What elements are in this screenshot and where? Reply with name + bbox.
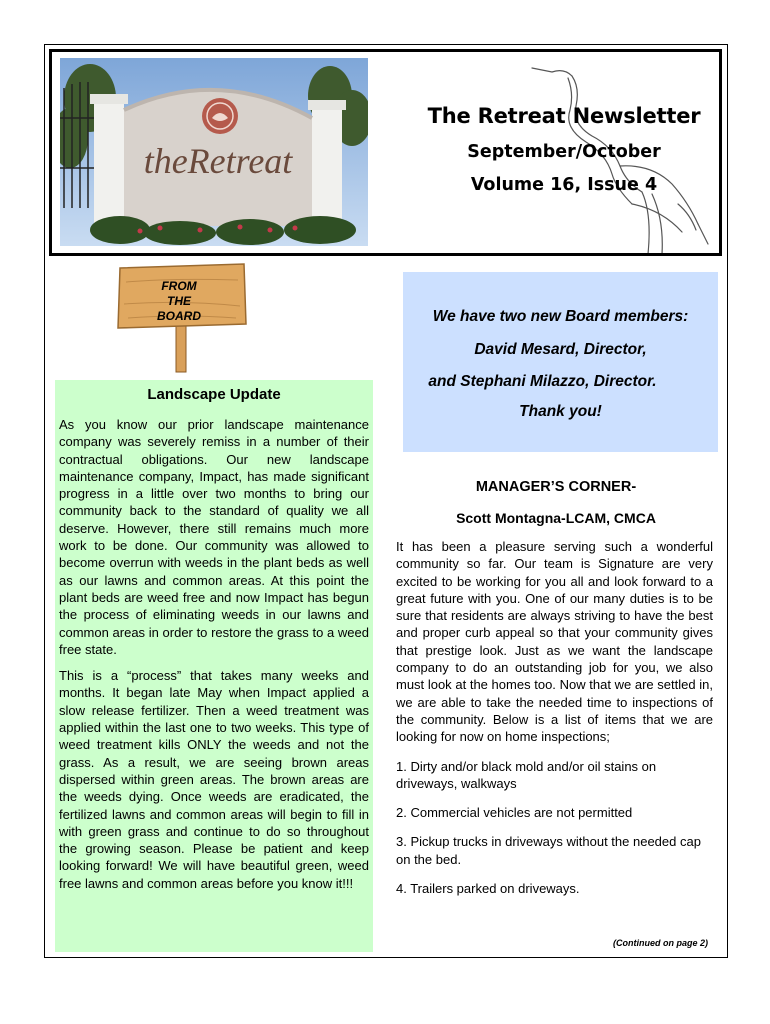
sign-line-1: FROM — [161, 279, 197, 293]
masthead — [49, 49, 722, 256]
svg-text:theRetreat: theRetreat — [143, 141, 293, 181]
manager-name: Scott Montagna-LCAM, CMCA — [456, 510, 656, 526]
inspection-item: 3. Pickup trucks in driveways without the needed cap on the bed. — [396, 834, 701, 867]
board-line-4: Thank you! — [519, 403, 602, 420]
managers-corner-title: MANAGER’S CORNER- — [475, 479, 637, 495]
continued-note: (Continued on page 2) — [613, 938, 708, 948]
from-the-board-sign — [118, 279, 240, 324]
managers-corner-body — [396, 538, 713, 909]
newsletter-title: The Retreat Newsletter — [427, 104, 701, 128]
landscape-paragraph: This is a “process” that takes many weeks and months. It began late May when Impact applied a slow release fertilizer. Then a weed treatment was applied within the last one to two weeks. This type of weed treatment kills ONLY the weeds and not the grass. As a result, we are seeing brown areas dispersed within green areas. The brown areas are the weeds dying. Once weeds are eradicated, the fertilized lawns and common areas will begin to fill in with green grass and continue to do so throughout the growing season. Please be patient and keep looking forward! We will have beautiful green, weed free lawns and common areas before you know it!!! — [59, 668, 369, 891]
landscape-title: Landscape Update — [147, 386, 281, 403]
board-announcement — [403, 272, 718, 452]
issue-volume: Volume 16, Issue 4 — [470, 175, 658, 195]
entrance-photo — [60, 58, 368, 246]
inspection-item: 2. Commercial vehicles are not permitted — [396, 805, 633, 821]
manager-intro: It has been a pleasure serving such a wonderful community so far. Our team is Signature are very excited to be working for you all and look forward to a great future with you. One of our many duties is to be sure that residents are always striving to have the best and proper curb appeal so that your community gives that prestige look. Just as we want the landscape company to do an outstanding job for you, we also must look at the homes too. Now that we are settled in, we are able to take the needed time to inspections of the community. Below is a list of items that we are looking for now on home inspections; — [396, 539, 713, 745]
inspection-item: 4. Trailers parked on driveways. — [396, 881, 580, 897]
inspection-item: 1. Dirty and/or black mold and/or oil stains on driveways, walkways — [396, 758, 657, 791]
board-line-3: and Stephani Milazzo, Director. — [428, 373, 657, 390]
sign-line-3: BOARD — [157, 309, 201, 323]
sign-line-2: THE — [167, 294, 191, 308]
board-line-2: David Mesard, Director, — [474, 341, 647, 358]
landscape-paragraph: As you know our prior landscape maintenance company was severely remiss in a number of their contractual obligations. Our new landscape maintenance company, Impact, has made significant progress in a little over two months to bring our community back to the standard of quality we all deserve. However, there still remains much more work to be done. Our community was allowed to become overrun with weeds in the plant beds as well as our lawns and common areas. At this point the plant beds are weed free and now Impact has begun the process of eliminating weeds in our lawns and common areas in order to restore the grass to a weed free state. — [59, 417, 369, 657]
issue-date: September/October — [467, 142, 661, 162]
landscape-body — [59, 416, 369, 901]
landscape-update-section — [55, 380, 373, 952]
board-line-1: We have two new Board members: — [432, 308, 689, 325]
